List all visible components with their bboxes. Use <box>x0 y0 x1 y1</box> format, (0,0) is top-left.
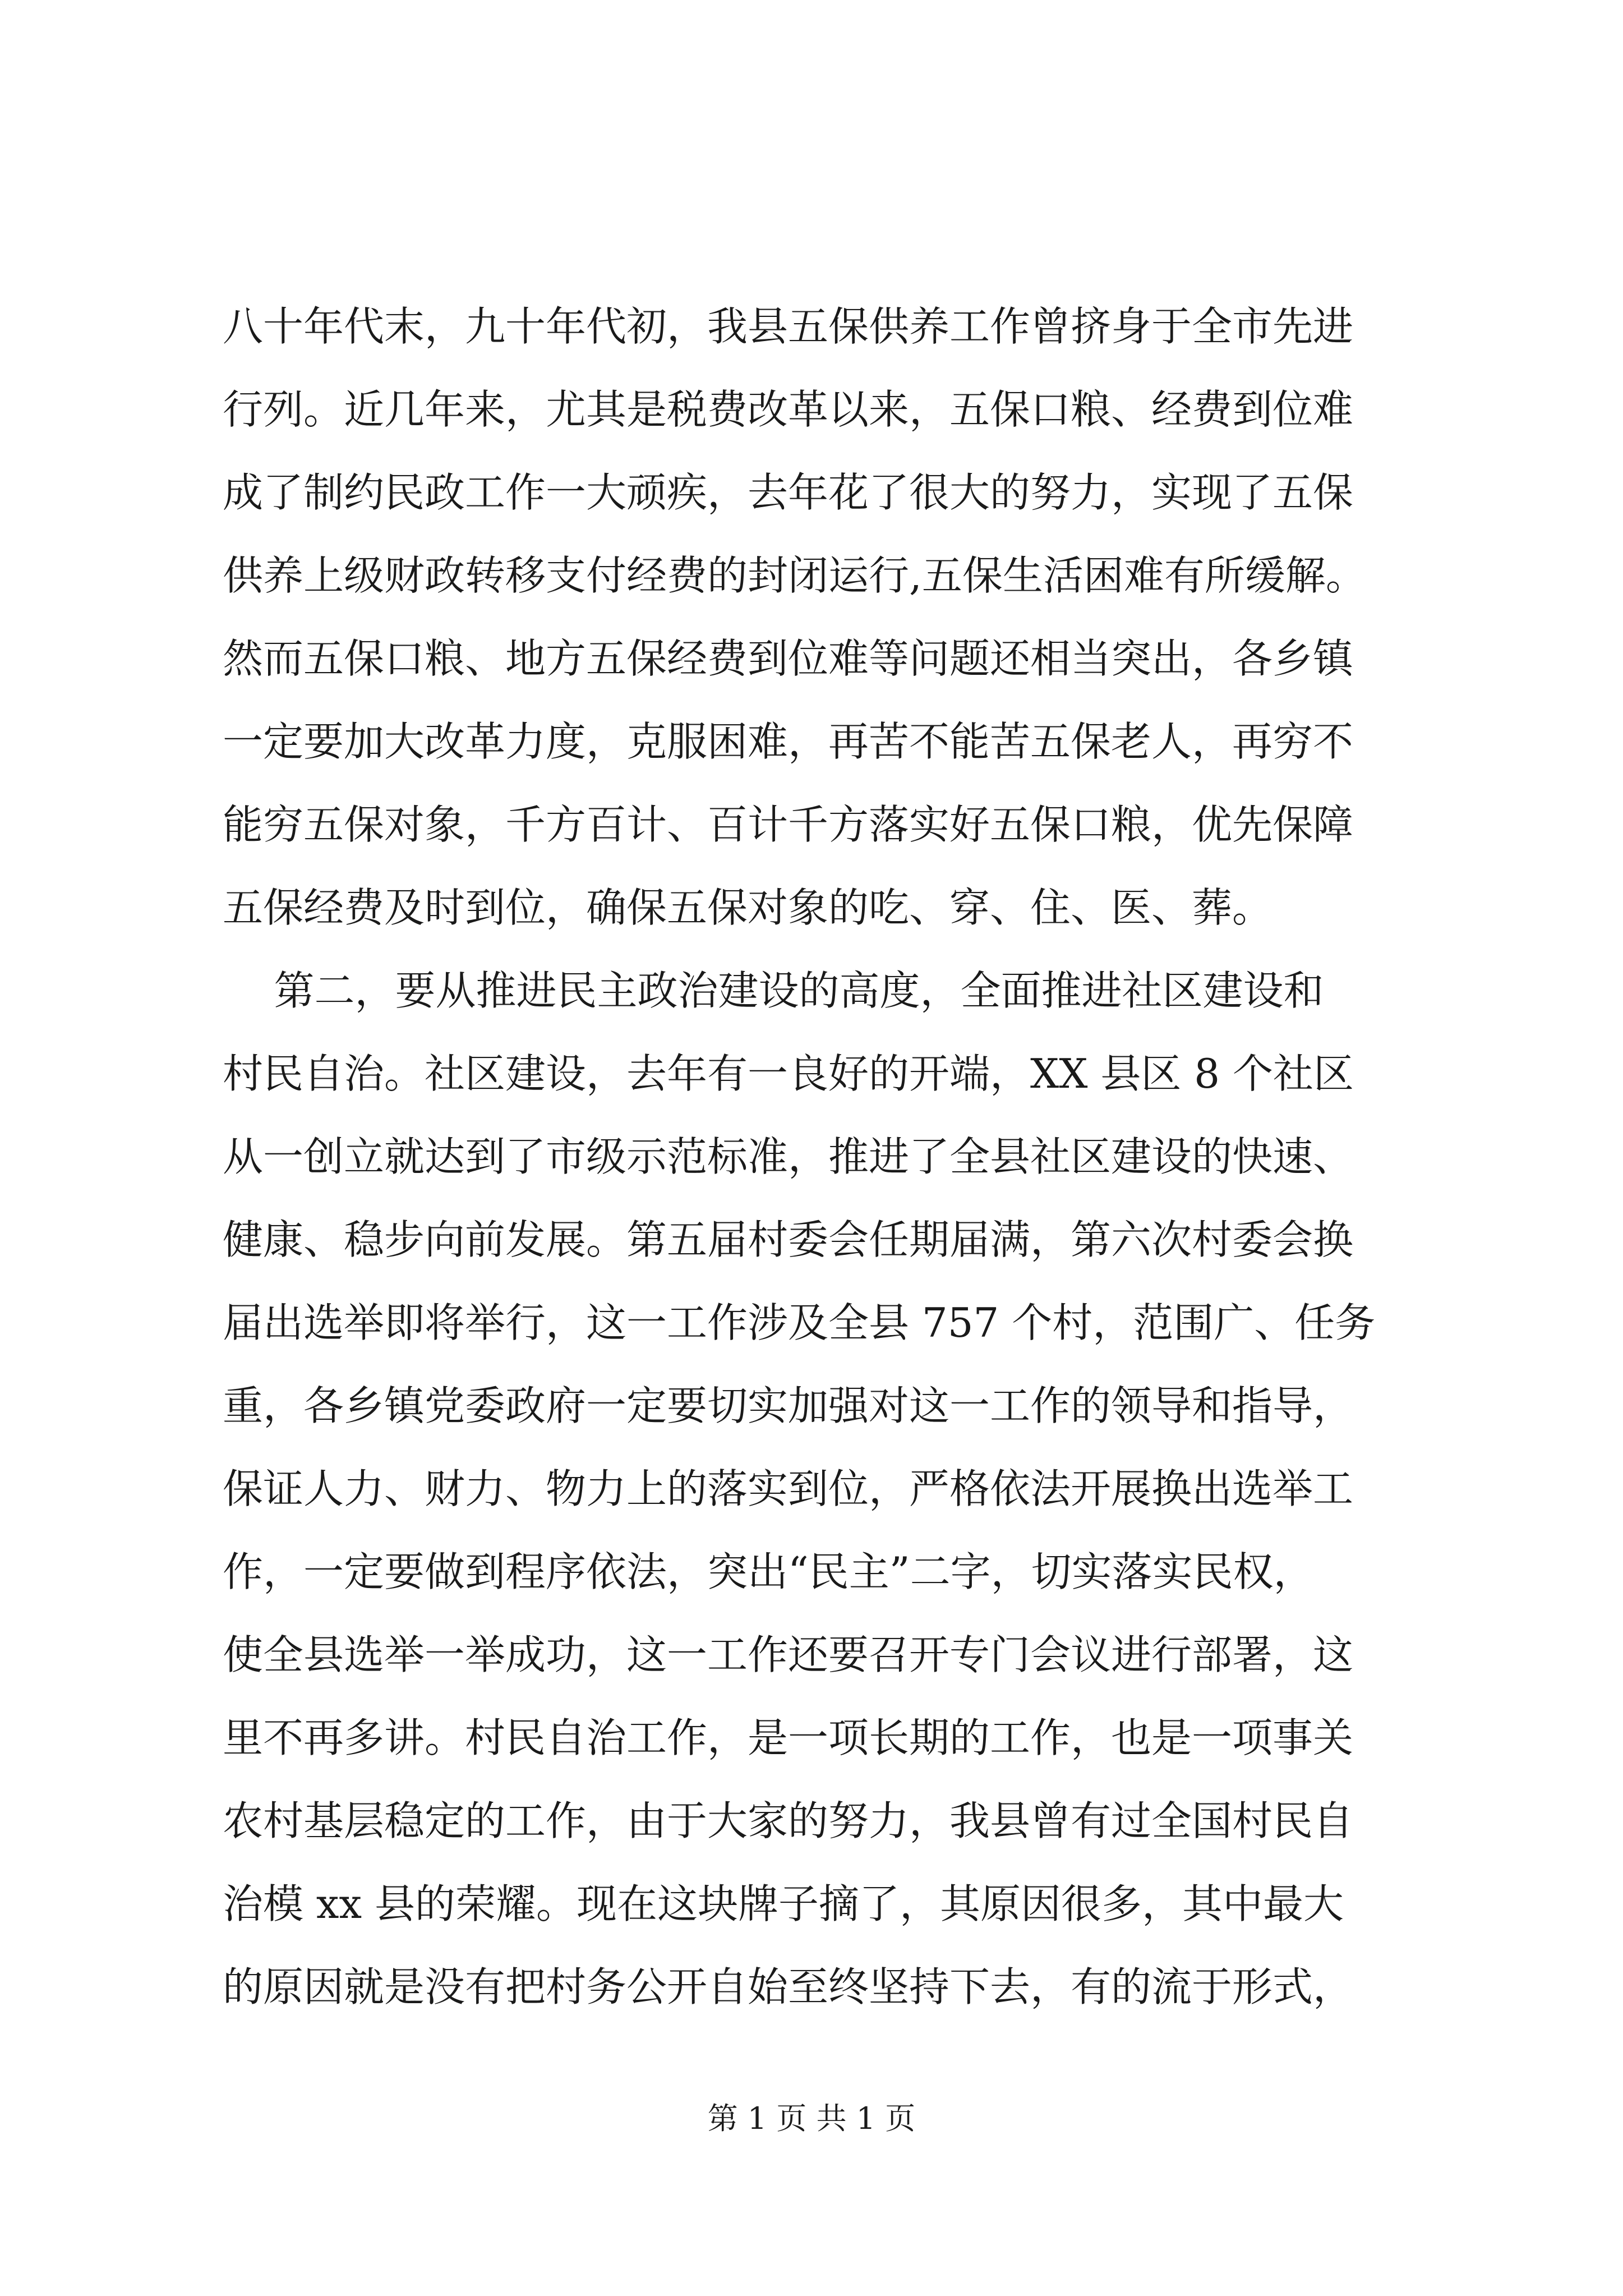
page-number-label: 第 1 页 共 1 页 <box>707 2101 916 2136</box>
page-footer <box>0 2099 1623 2138</box>
text-line: 供养上级财政转移支付经费的封闭运行,五保生活困难有所缓解。 <box>223 552 1366 599</box>
text-line: 里不再多讲。村民自治工作，是一项长期的工作，也是一项事关 <box>223 1714 1354 1761</box>
text-line: 能穷五保对象，千方百计、百计千方落实好五保口粮，优先保障 <box>223 801 1354 848</box>
text-line: 第二，要从推进民主政治建设的高度，全面推进社区建设和 <box>223 967 1324 1014</box>
text-line: 使全县选举一举成功，这一工作还要召开专门会议进行部署，这 <box>223 1631 1354 1678</box>
text-line: 农村基层稳定的工作，由于大家的努力，我县曾有过全国村民自 <box>223 1797 1354 1844</box>
text-line: 保证人力、财力、物力上的落实到位，严格依法开展换出选举工 <box>223 1465 1354 1512</box>
text-line: 作，一定要做到程序依法，突出“民主”二字，切实落实民权， <box>223 1548 1314 1595</box>
text-line: 治模 xx 县的荣耀。现在这块牌子摘了，其原因很多，其中最大 <box>223 1880 1344 1927</box>
text-line: 行列。近几年来，尤其是税费改革以来，五保口粮、经费到位难 <box>223 386 1354 433</box>
text-line: 一定要加大改革力度，克服困难，再苦不能苦五保老人，再穷不 <box>223 718 1354 765</box>
text-line: 然而五保口粮、地方五保经费到位难等问题还相当突出，各乡镇 <box>223 635 1354 682</box>
text-line: 从一创立就达到了市级示范标准，推进了全县社区建设的快速、 <box>223 1133 1354 1180</box>
text-line: 成了制约民政工作一大顽疾，去年花了很大的努力，实现了五保 <box>223 469 1354 516</box>
text-line: 五保经费及时到位，确保五保对象的吃、穿、住、医、葬。 <box>223 884 1273 931</box>
text-line: 健康、稳步向前发展。第五届村委会任期届满，第六次村委会换 <box>223 1216 1354 1263</box>
text-line: 村民自治。社区建设，去年有一良好的开端，XX 县区 8 个社区 <box>223 1050 1354 1097</box>
text-line: 的原因就是没有把村务公开自始至终坚持下去，有的流于形式， <box>223 1963 1354 2010</box>
text-line: 届出选举即将举行，这一工作涉及全县 757 个村，范围广、任务 <box>223 1299 1376 1346</box>
text-line: 八十年代末，九十年代初，我县五保供养工作曾挤身于全市先进 <box>223 303 1354 350</box>
text-line: 重，各乡镇党委政府一定要切实加强对这一工作的领导和指导， <box>223 1382 1354 1429</box>
